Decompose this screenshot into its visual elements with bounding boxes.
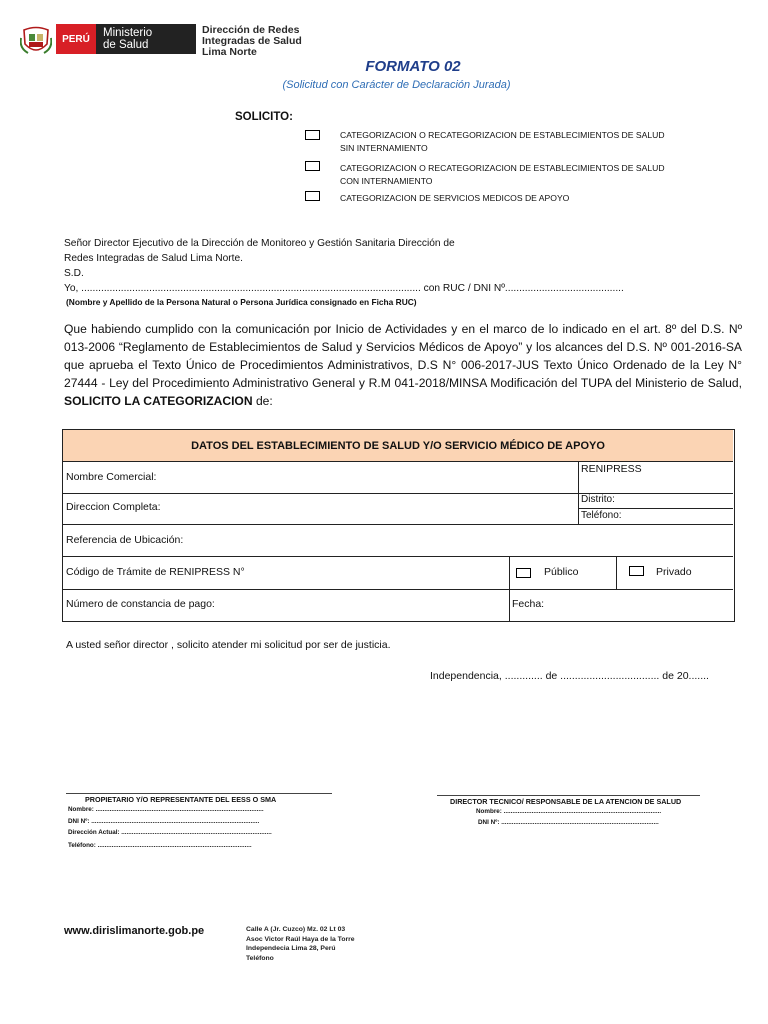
address-line: Asoc Victor Raúl Haya de la Torre [246, 935, 355, 943]
option-text: CON INTERNAMIENTO [340, 176, 433, 186]
establishment-data-table [62, 429, 735, 622]
option-sin-internamiento [340, 129, 665, 155]
publico-label: Público [544, 566, 579, 578]
option-text: CATEGORIZACION O RECATEGORIZACION DE ESTABLECIMIENTOS DE SALUD [340, 130, 665, 140]
name-note: (Nombre y Apellido de la Persona Natural o Persona Jurídica consignado en Ficha RUC) [66, 297, 417, 307]
direction-line3: Lima Norte [202, 46, 257, 58]
option-servicios-medicos [340, 192, 569, 205]
peru-badge: PERÚ [56, 24, 96, 54]
website-link[interactable]: www.dirislimanorte.gob.pe [64, 925, 205, 937]
request-bold: SOLICITO LA CATEGORIZACION [64, 394, 253, 408]
publico-checkbox[interactable] [516, 568, 531, 578]
director-signature-title: DIRECTOR TECNICO/ RESPONSABLE DE LA ATENCION DE SALUD [450, 797, 682, 806]
owner-direccion: Dirección Actual: ...................................................................................... [68, 829, 272, 836]
applicant-line: Yo, ........................................................................................................................ con RUC / DNI Nº.......................................... [64, 283, 624, 294]
coat-of-arms-icon [20, 26, 52, 56]
option-text: CATEGORIZACION DE SERVICIOS MEDICOS DE APOYO [340, 193, 570, 203]
renipress-label: RENIPRESS [581, 463, 642, 475]
address-line: Independecia Lima 28, Perú [246, 945, 336, 952]
option-text: SIN INTERNAMIENTO [340, 143, 428, 153]
ministry-logo [96, 24, 196, 54]
owner-telefono: Teléfono: ........................................................................................ [68, 842, 252, 849]
request-text: Que habiendo cumplido con la comunicación por Inicio de Actividades y en el marco de lo indicado en el art. 8º del D.S. Nº 013-2006 “Reglamento de Establecimientos de Salud y Servicios Médicos de Apoyo” y los alcances del D.S. Nº 001-2016-SA que aprueba el Texto Único de Procedimientos Administrativos, D.S N° 006-2017-JUS Texto Único Ordenado de la Ley N° 27444 - Ley del Procedimiento Administrativo General y R.M 041-2018/MINSA Modificación del TUPA del Ministerio de Salud, [64, 322, 742, 390]
constancia-label: Número de constancia de pago: [66, 598, 215, 610]
form-title [0, 58, 768, 75]
owner-dni: DNI Nº: ................................................................................................ [68, 818, 260, 825]
codigo-tramite-label: Código de Trámite de RENIPRESS N° [66, 566, 245, 578]
distrito-label: Distrito: [581, 494, 615, 505]
footer-address [246, 925, 355, 963]
nombre-comercial-label: Nombre Comercial: [66, 471, 157, 483]
privado-label: Privado [656, 566, 692, 578]
signature-line-owner [66, 793, 332, 794]
direction-line1: Dirección de Redes [202, 24, 300, 36]
signature-line-director [437, 795, 700, 796]
option-text: CATEGORIZACION O RECATEGORIZACION DE ESTABLECIMIENTOS DE SALUD [340, 163, 665, 173]
ministry-line2: de Salud [103, 39, 149, 51]
owner-nombre: Nombre: ................................................................................................ [68, 806, 264, 813]
ministry-line1: Ministerio [103, 27, 153, 39]
form-subtitle: (Solicitud con Carácter de Declaración Jurada) [282, 79, 511, 91]
closing-text: A usted señor director , solicito atender mi solicitud por ser de justicia. [66, 639, 391, 651]
option-checkbox-sin-internamiento[interactable] [305, 130, 320, 140]
place-date-line: Independencia, ............. de .................................. de 20....... [430, 670, 709, 682]
option-checkbox-servicios-medicos[interactable] [305, 191, 320, 201]
director-dni: DNI Nº: .......................................................................................... [478, 819, 659, 826]
fecha-label: Fecha: [512, 598, 545, 610]
request-paragraph [64, 320, 742, 410]
addressee-line: S.D. [64, 268, 84, 279]
telefono-label: Teléfono: [581, 510, 622, 521]
request-end: de: [255, 394, 273, 408]
table-header: DATOS DEL ESTABLECIMIENTO DE SALUD Y/O SERVICIO MÉDICO DE APOYO [63, 430, 733, 462]
direction-name [202, 25, 302, 58]
direccion-label: Direccion Completa: [66, 501, 161, 513]
addressee-line: Redes Integradas de Salud Lima Norte. [64, 253, 243, 264]
privado-checkbox[interactable] [629, 566, 644, 576]
option-checkbox-con-internamiento[interactable] [305, 161, 320, 171]
solicito-label: SOLICITO: [235, 111, 293, 123]
director-nombre: Nombre: .......................................................................................... [476, 808, 662, 815]
address-line: Teléfono [246, 954, 274, 962]
form-title-text: FORMATO 02 [365, 58, 461, 75]
address-line: Calle A (Jr. Cuzco) Mz. 02 Lt 03 [246, 926, 346, 933]
option-con-internamiento [340, 162, 665, 188]
addressee-line: Señor Director Ejecutivo de la Dirección de Monitoreo y Gestión Sanitaria Dirección de [64, 238, 455, 249]
addressee-block [64, 236, 624, 296]
direction-line2: Integradas de Salud [202, 35, 302, 47]
referencia-label: Referencia de Ubicación: [66, 534, 184, 546]
owner-signature-title: PROPIETARIO Y/O REPRESENTANTE DEL EESS O SMA [85, 795, 277, 804]
